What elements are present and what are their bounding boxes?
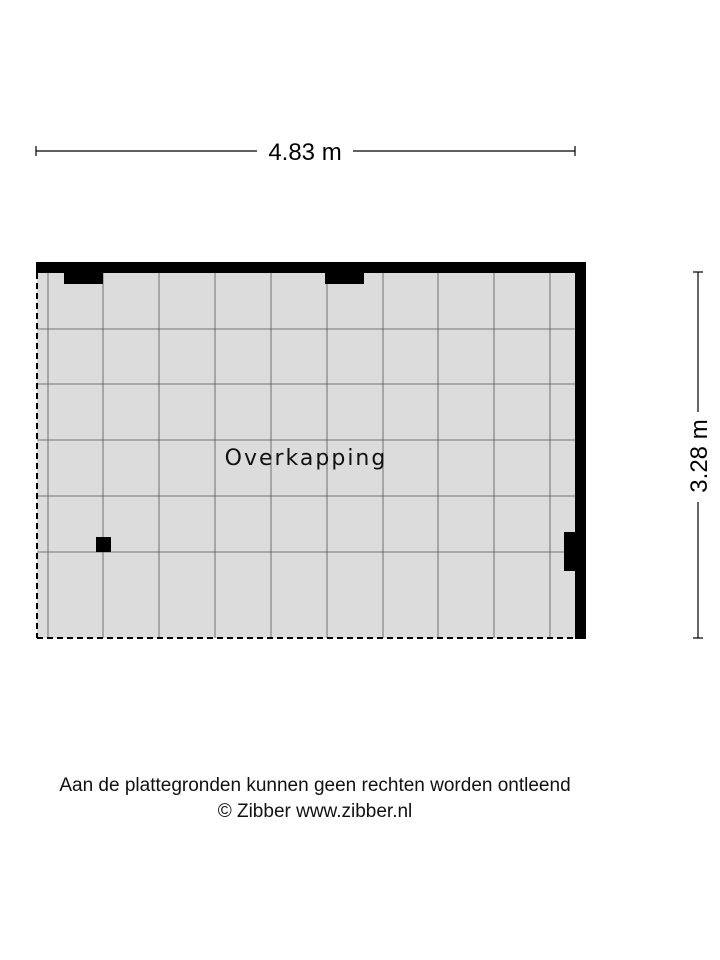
top-wall-post-middle xyxy=(325,270,364,284)
height-dimension-label: 3.28 m xyxy=(686,419,713,493)
top-wall-post-left xyxy=(64,270,103,284)
top-wall xyxy=(36,262,586,273)
room-label: Overkapping xyxy=(224,446,388,471)
right-wall xyxy=(575,262,586,639)
width-dimension xyxy=(36,139,575,166)
right-wall-post xyxy=(564,532,578,571)
room-overkapping xyxy=(36,262,586,639)
column-post xyxy=(96,537,111,552)
height-dimension xyxy=(686,272,713,638)
width-dimension-label: 4.83 m xyxy=(268,139,342,166)
disclaimer-text: Aan de plattegronden kunnen geen rechten worden ontleend xyxy=(59,775,571,796)
copyright-text: © Zibber www.zibber.nl xyxy=(217,801,413,822)
